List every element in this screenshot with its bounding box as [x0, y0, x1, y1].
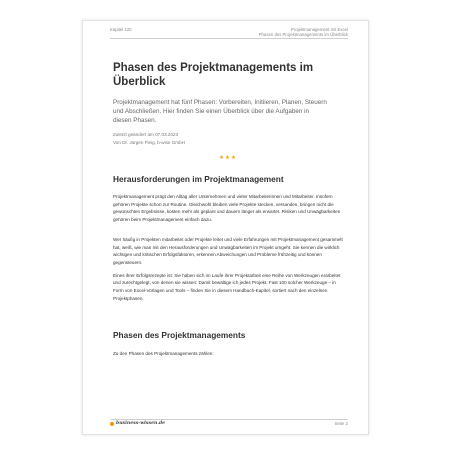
page-number: Seite 2: [334, 421, 348, 426]
header-right: [259, 27, 348, 37]
section-title: Phasen des Projektmanagements im Überblick: [258, 32, 348, 38]
star-divider: ★★★: [219, 155, 237, 161]
author-line: Von Dr. Jürgen Fleig, b-wise GmbH: [113, 139, 185, 145]
paragraph: Wer häufig in Projekten mitarbeitet oder Projekte leitet und viele Erfahrungen mit Projektmanagement gesammelt hat, weiß, wie man mit den Herausforderungen und Unwägbarkeiten im Projekt umgeht. Sie kennen die wirklich wichtigen und kritischen Erfolgsfaktoren, erkennen Abweichungen und Probleme frühzeitig und können gegensteuern.: [113, 236, 343, 265]
header-divider: [110, 38, 348, 39]
section-heading-phases: Phasen des Projektmanagements: [113, 330, 246, 341]
book-title: Projektmanagement mit Excel: [290, 27, 348, 32]
brand-dot-icon: [110, 422, 114, 426]
brand-name: business-wissen.de: [116, 421, 166, 426]
intro-text: Projektmanagement hat fünf Phasen: Vorbereiten, Initiieren, Planen, Steuern und Abschließen. Hier finden Sie einen Überblick über die Aufgaben in diesen Phasen.: [113, 99, 327, 124]
section-heading-challenges: Herausforderungen im Projektmanagement: [113, 174, 284, 184]
chapter-label: Kapitel 120: [110, 27, 132, 32]
running-header: [110, 27, 348, 43]
page-title: Phasen des Projektmanagements im Überblick: [113, 62, 314, 88]
paragraph: Eines ihrer Erfolgsrezepte ist: Sie haben sich im Laufe ihrer Projektarbeit eine Reihe von Werkzeugen erarbeitet und zurechtgelegt, von denen sie wissen: Damit bewältige ich jedes Projekt. Fast 100 solcher Werkzeuge – in Form von Excel-Vorlagen und Tools – finden Sie in diesem Handbuch-Kapitel, sortiert nach den einzelnen Projektphasen.: [113, 272, 341, 301]
article-body: [113, 61, 343, 358]
brand-logo[interactable]: [110, 421, 165, 426]
last-modified: Zuletzt geändert am 07.03.2023: [113, 132, 179, 137]
footer-divider: [110, 419, 348, 420]
document-page: [82, 20, 369, 435]
paragraph: Projektmanagement prägt den Alltag aller Unternehmen und vieler Mitarbeiterinnen und Mitarbeiter. Insofern gehören Projekte schon zur Routine. Gleichwohl bleiben viele Projekte stecken, versanden, bringen nicht die gewünschten Ergebnisse, kosten mehr als geplant und dauern länger als erwartet. Risiken und Unwägbarkeiten gehören beim Projektmanagement einfach dazu.: [113, 194, 341, 223]
paragraph: Zu den Phasen des Projektmanagements zählen:: [113, 351, 214, 357]
page-footer: [110, 421, 348, 429]
